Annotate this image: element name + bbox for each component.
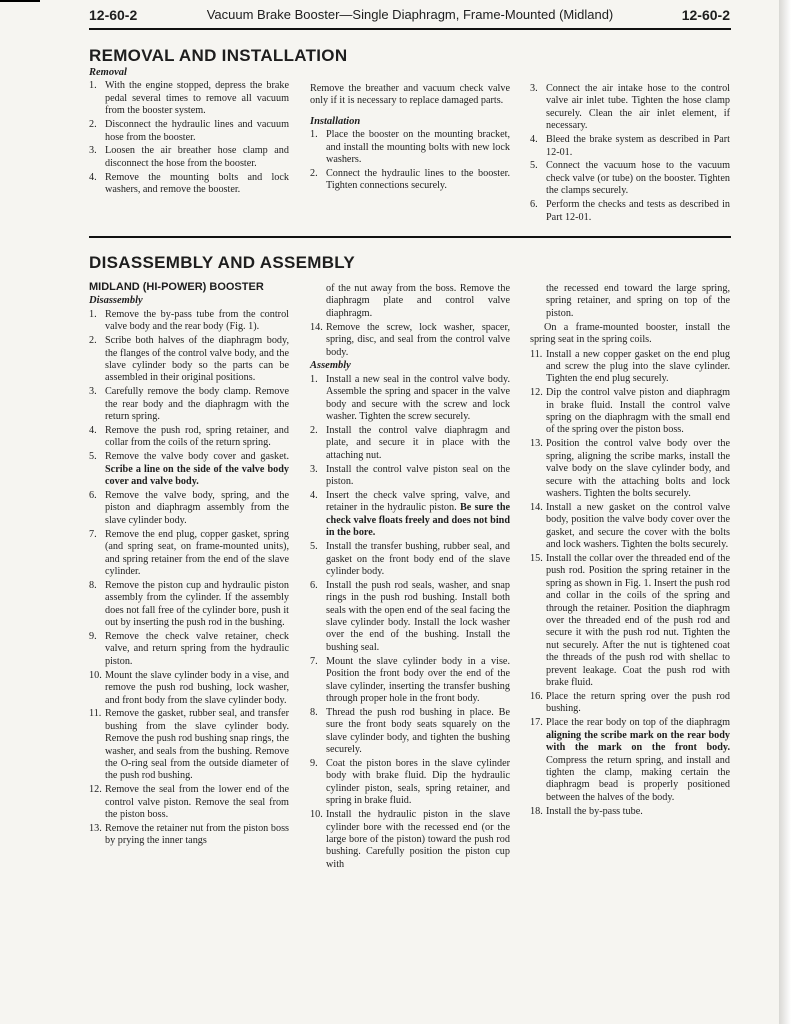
step-text (105, 80, 289, 117)
step-number: 2. (310, 424, 318, 436)
step-text-part: Remove the end plug, copper gasket, spring (and spring seat, on frame-mounted units), and spring retainer from the end of the slave cylinder. (105, 528, 289, 577)
header-rule (89, 28, 731, 30)
list-item (530, 134, 730, 159)
step-text (546, 438, 730, 500)
step-number: 5. (530, 160, 538, 172)
step-text (326, 490, 510, 540)
list-item (310, 809, 510, 871)
list-item (530, 438, 730, 500)
step-number: 8. (310, 706, 318, 718)
step-text (105, 119, 289, 144)
step-number: 12. (530, 387, 543, 399)
list-item (310, 129, 510, 166)
step-text-part: Scribe both halves of the diaphragm body, the flanges of the control valve body, and the slave cylinder body so the parts can be assembled in their original positions. (105, 335, 289, 384)
step-number: 16. (530, 691, 543, 702)
step-number: 3. (89, 386, 97, 398)
list-item (89, 670, 289, 707)
list-item (530, 199, 730, 224)
step-text-part: Carefully remove the body clamp. Remove the rear body and the diaphragm with the return spring. (105, 386, 289, 423)
section-divider (89, 236, 731, 238)
step-text-part: Mount the slave cylinder body in a vise, and remove the push rod bushing, lock washer, and front body from the slave cylinder body. (105, 669, 289, 706)
continued-step-10: the recessed end toward the large spring, spring retainer, and spring on top of the piston. (546, 283, 730, 319)
list-item: 14. Remove the screw, lock washer, spacer, spring, disc, and seal from the control valve body. (310, 321, 510, 358)
step-text (546, 502, 730, 552)
list-item (310, 541, 510, 578)
step-text (105, 580, 289, 630)
step-emphasis: aligning the scribe mark on the rear body with the mark on the front body. (546, 729, 730, 754)
step-text-part: Install the control valve diaphragm and plate, and secure it in place with the attaching nut. (326, 424, 510, 461)
running-header-title: Vacuum Brake Booster—Single Diaphragm, Frame-Mounted (Midland) (206, 7, 614, 22)
step-text-part: Place the booster on the mounting bracket, and install the mounting bolts with new lock washers. (326, 129, 510, 166)
step-text-part: Coat the piston bores in the slave cylinder body with brake fluid. Dip the hydraulic cylinder piston, seals, spring retainer, and spring in brake fluid. (326, 758, 510, 807)
list-item (310, 464, 510, 489)
step-text (105, 631, 289, 668)
list-item (530, 553, 730, 689)
step-number: 4. (89, 171, 97, 183)
step-number: 2. (89, 335, 97, 347)
step-text (546, 160, 730, 197)
step-text (105, 784, 289, 821)
removal-column-3 (530, 83, 730, 225)
step-text (326, 758, 510, 808)
step-text-part: Connect the vacuum hose to the vacuum check valve (or tube) on the booster. Tighten the clamps securely. (546, 160, 730, 197)
step-text (105, 823, 289, 848)
step-text (105, 386, 289, 423)
list-item (89, 309, 289, 334)
step-text (546, 387, 730, 437)
list-item (530, 160, 730, 197)
step-text-part: Dip the control valve piston and diaphragm in brake fluid. Install the control valve spring on the diaphragm with the small end of the spring over the piston boss. (546, 387, 730, 436)
step-text-part: Install the hydraulic piston in the slave cylinder bore with the recessed end (or the large bore of the piston) toward the push rod bushing. Carefully position the piston cup with (326, 809, 510, 870)
list-item (310, 168, 510, 193)
step-text (326, 168, 510, 193)
disassembly-steps-list (89, 309, 289, 848)
step-text (326, 541, 510, 578)
frame-mounted-note: On a frame-mounted booster, install the spring seat in the spring coils. (530, 321, 730, 346)
step-text-part: Install a new seal in the control valve body. Assemble the spring and spacer in the valve body and secure with the screw and lock washer. Tighten the screw securely. (326, 373, 510, 423)
list-item (89, 451, 289, 488)
installation-steps-list-b (530, 83, 730, 224)
removal-continued-text: Remove the breather and vacuum check valve only if it is necessary to replace damaged parts. (310, 83, 510, 107)
step-text (105, 335, 289, 385)
step-text-part: Remove the by-pass tube from the control valve body and the rear body (Fig. 1). (105, 308, 289, 333)
list-item (310, 656, 510, 706)
step-text (326, 464, 510, 489)
list-item (310, 758, 510, 808)
list-item (310, 580, 510, 654)
step-number: 5. (310, 541, 318, 553)
step-text-part: Loosen the air breather hose clamp and disconnect the hose from the booster. (105, 145, 289, 169)
removal-column-2 (310, 83, 510, 194)
step-text (105, 145, 289, 170)
step-text (326, 656, 510, 706)
step-text-part: Remove the push rod, spring retainer, and collar from the coils of the return spring. (105, 424, 289, 449)
disassembly-heading: Disassembly (89, 295, 143, 307)
step-text (326, 374, 510, 424)
step-text-part: Place the return spring over the push rod bushing. (546, 691, 730, 715)
list-item (530, 691, 730, 716)
step-text-part: Remove the mounting bolts and lock washers, and remove the booster. (105, 171, 289, 196)
step-text (546, 349, 730, 386)
step-number: 1. (89, 80, 97, 92)
step-text-part: Install a new copper gasket on the end plug and screw the plug into the slave cylinder. Tighten the end plug securely. (546, 348, 730, 385)
step-number: 11. (89, 708, 102, 720)
step-text-part: Install the collar over the threaded end of the push rod. Position the spring retainer in the spring as shown in Fig. 1. Insert the push rod and collar in the coils of the spring and through the retainer. Position the diaphragm over the threaded end of the push rod and secure it with the push rod nut. Tighten the nut securely. After the nut is tightened coat the threads of the push rod with shellac to prevent leakage. Coat the push rod with brake fluid. (546, 553, 730, 689)
step-number: 9. (310, 758, 318, 770)
list-item (310, 374, 510, 424)
step-number: 12. (89, 784, 102, 796)
step-text (105, 425, 289, 450)
assembly-steps-list-continued (530, 349, 730, 819)
step-text-part: Remove the valve body cover and gasket. (105, 451, 289, 463)
continued-step-13: of the nut away from the boss. Remove the diaphragm plate and control valve diaphragm. (326, 283, 510, 319)
step-text-part: Mount the slave cylinder body in a vise. Position the front body over the end of the slave cylinder, inserting the transfer bushing through proper hole in the front body. (326, 655, 510, 704)
page-edge (779, 0, 791, 1024)
list-item (89, 823, 289, 848)
list-item (89, 490, 289, 527)
booster-heading: MIDLAND (HI-POWER) BOOSTER (89, 281, 264, 293)
step-text (105, 529, 289, 579)
step-text (546, 83, 730, 133)
step-number: 17. (530, 717, 543, 729)
step-number: 4. (530, 134, 538, 146)
step-text-part: Install a new gasket on the control valve body, position the valve body cover over the gasket, and secure the cover with the bolts and lock washers. Tighten the bolts securely. (546, 501, 730, 551)
step-text-part: Compress the return spring, and install and tighten the clamp, making certain the diaphragm bead is properly positioned between the halves of the body. (546, 754, 730, 803)
step-number: 7. (89, 528, 97, 540)
step-number: 5. (89, 451, 97, 463)
step-text (105, 309, 289, 334)
step-number: 3. (310, 463, 318, 475)
step-number: 7. (310, 655, 318, 667)
step-text-part: Insert the check valve spring, valve, and retainer in the hydraulic piston. (326, 490, 510, 514)
removal-column-1 (89, 67, 289, 198)
step-text-part: Install the transfer bushing, rubber seal, and gasket on the front body end of the slave cylinder body. (326, 541, 510, 577)
step-number: 6. (89, 490, 97, 501)
list-item (530, 806, 730, 818)
list-item (89, 172, 289, 197)
step-number: 1. (310, 373, 318, 385)
step-number: 13. (89, 823, 102, 835)
list-item (89, 386, 289, 423)
step-number: 3. (89, 145, 97, 157)
step-number: 4. (310, 490, 318, 501)
step-text-part: Disconnect the hydraulic lines and vacuum hose from the booster. (105, 119, 289, 143)
step-number: 10. (89, 669, 102, 681)
step-text (546, 199, 730, 224)
step-text (546, 806, 730, 818)
page-number-right: 12-60-2 (681, 7, 730, 23)
assembly-steps-list (310, 374, 510, 871)
step-text-part: Connect the air intake hose to the control valve air inlet tube. Tighten the hose clamp securely. Clean the air inlet element, if necessary. (546, 83, 730, 132)
list-item (89, 631, 289, 668)
step-text-part: Remove the valve body, spring, and the piston and diaphragm assembly from the slave cylinder body. (105, 490, 289, 526)
step-number: 2. (89, 119, 97, 131)
step-number: 13. (530, 438, 543, 450)
step-text-part: Remove the gasket, rubber seal, and transfer bushing from the slave cylinder body. Remove the push rod bushing snap rings, the washer, and seals from the bushing. Remove the O-ring seal from the outside diameter of the push rod bushing. (105, 708, 289, 782)
step-text-part: Perform the checks and tests as described in Part 12-01. (546, 199, 730, 223)
step-text-part: Install the control valve piston seal on the piston. (326, 463, 510, 488)
removal-heading: Removal (89, 67, 127, 78)
list-item (310, 425, 510, 462)
step-text-part: Position the control valve body over the spring, aligning the scribe marks, install the valve body on the slave cylinder body, and secure with the attaching bolts and lock washers. Tighten the bolts securely. (546, 438, 730, 499)
list-item (89, 80, 289, 117)
list-item (89, 708, 289, 782)
step-number: 1. (89, 308, 97, 320)
step-text (546, 691, 730, 716)
section-title-disassembly: DISASSEMBLY AND ASSEMBLY (89, 253, 356, 272)
step-text (546, 553, 730, 689)
step-number: 6. (530, 199, 538, 211)
step-number: 14. (530, 501, 543, 513)
scan-mark (0, 0, 40, 2)
step-text-part: With the engine stopped, depress the brake pedal several times to remove all vacuum from the booster system. (105, 80, 289, 117)
step-text (105, 451, 289, 488)
list-item (89, 145, 289, 170)
step-text-part: Thread the push rod bushing in place. Be sure the front body seats squarely on the slave cylinder body, and tighten the bushing securely. (326, 706, 510, 756)
list-item (530, 502, 730, 552)
step-number: 15. (530, 553, 543, 565)
step-number: 6. (310, 579, 318, 591)
step-number: 3. (530, 83, 538, 94)
list-item (530, 387, 730, 437)
step-number: 18. (530, 805, 543, 817)
step-text (105, 670, 289, 707)
step-text (326, 809, 510, 871)
step-text-part: Bleed the brake system as described in Part 12-01. (546, 134, 730, 158)
step-text (326, 425, 510, 462)
step-text-part: Connect the hydraulic lines to the booster. Tighten connections securely. (326, 167, 510, 192)
installation-steps-list-a (310, 129, 510, 193)
list-item (89, 784, 289, 821)
step-text-part: Remove the seal from the lower end of the control valve piston. Remove the seal from the piston boss. (105, 784, 289, 821)
step-emphasis: Be sure the check valve floats freely and does not bind in the bore. (326, 502, 511, 539)
list-item (310, 707, 510, 757)
step-text (326, 580, 510, 654)
step-text (105, 172, 289, 197)
section-title-removal: REMOVAL AND INSTALLATION (89, 46, 348, 65)
list-item (89, 529, 289, 579)
step-number: 8. (89, 579, 97, 591)
disassembly-column-2 (310, 283, 510, 873)
step-text (546, 717, 730, 804)
step-text-part: Remove the piston cup and hydraulic piston assembly from the cylinder. If the assembly does not fall free of the cylinder bore, push it out by inserting the push rod in the bushing. (105, 579, 289, 629)
list-item (89, 425, 289, 450)
list-item (530, 349, 730, 386)
assembly-heading: Assembly (310, 360, 351, 372)
step-number: 1. (310, 129, 318, 141)
list-item (530, 83, 730, 133)
step-text (326, 707, 510, 757)
removal-steps-list (89, 80, 289, 196)
step-text-part: Install the by-pass tube. (546, 805, 643, 817)
disassembly-column-1 (89, 281, 289, 849)
installation-heading: Installation (310, 115, 361, 127)
page-number-left: 12-60-2 (89, 7, 138, 23)
list-item (89, 119, 289, 144)
step-number: 11. (530, 348, 543, 360)
list-item (89, 580, 289, 630)
step-text-part: Remove the check valve retainer, check valve, and return spring from the hydraulic piston. (105, 630, 289, 667)
step-number: 2. (310, 167, 318, 179)
step-number: 4. (89, 424, 97, 436)
step-number: 9. (89, 630, 97, 642)
step-number: 10. (310, 809, 323, 821)
step-text (326, 129, 510, 166)
step-text (546, 134, 730, 159)
list-item (310, 490, 510, 540)
step-text (105, 708, 289, 782)
step-text-part: Install the push rod seals, washer, and snap rings in the push rod bushing. Install both seals with the open end of the seal facing the slave cylinder body. Install the lock washer over the end of the bushing. Install the bushing seal. (326, 579, 510, 653)
disassembly-column-3 (530, 283, 730, 820)
step-text-part: Remove the retainer nut from the piston boss by prying the inner tangs (105, 823, 289, 847)
step-text-part: Place the rear body on top of the diaphragm (546, 717, 730, 729)
step-text (105, 490, 289, 527)
list-item (530, 717, 730, 804)
step-emphasis: Scribe a line on the side of the valve body cover and valve body. (105, 463, 289, 488)
list-item (89, 335, 289, 385)
